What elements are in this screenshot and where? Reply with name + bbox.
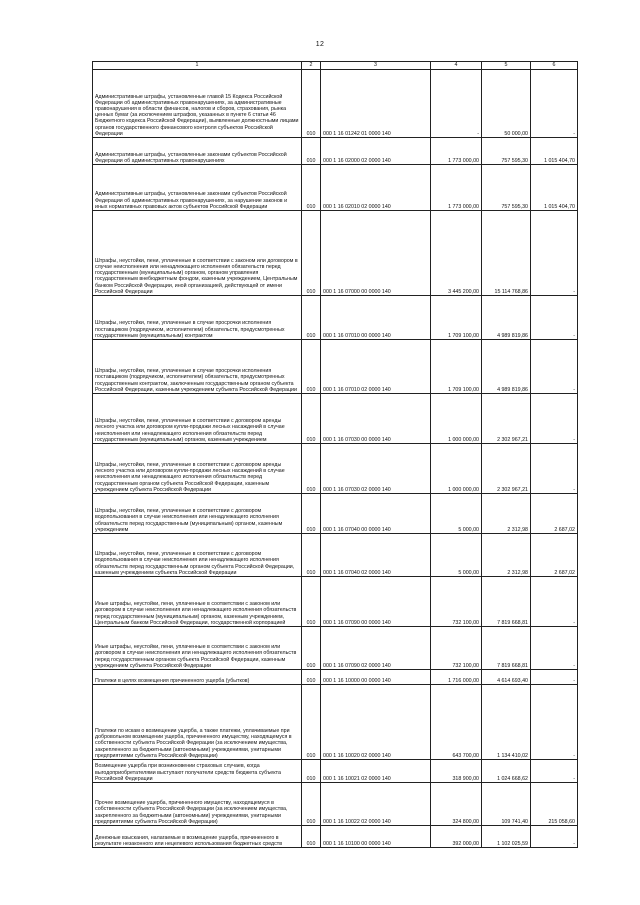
row-prev-cell: - <box>531 211 578 296</box>
row-kbk-cell: 000 1 16 01242 01 0000 140 <box>321 70 431 138</box>
row-fact-cell: 2 312,98 <box>482 494 531 534</box>
revenue-table <box>92 61 578 848</box>
row-code-cell: 010 <box>302 685 321 760</box>
table-row <box>93 577 578 627</box>
table-row <box>93 211 578 296</box>
row-plan-cell: 3 445 200,00 <box>431 211 482 296</box>
table-row <box>93 394 578 444</box>
row-plan-cell: 1 716 000,00 <box>431 670 482 685</box>
table-row <box>93 70 578 138</box>
row-name-cell: Штрафы, неустойки, пени, уплаченные в соответствии с договором аренды лесного участка или договором купли-продажи лесных насаждений в случае неисполнения или ненадлежащего исполнения обязательств перед государственным органом субъекта Российской Федерации, казенным учреждением субъекта Российской Федерации <box>93 444 302 494</box>
row-name-cell: Возмещение ущерба при возникновении страховых случаев, когда выгодоприобретателями выступают получатели средств бюджета субъекта Российской Федерации <box>93 760 302 783</box>
table-row <box>93 627 578 670</box>
row-code-cell: 010 <box>302 783 321 826</box>
row-fact-cell: 1 024 668,62 <box>482 760 531 783</box>
row-prev-cell: 1 015 404,70 <box>531 138 578 165</box>
row-fact-cell: 757 595,30 <box>482 165 531 211</box>
row-code-cell: 010 <box>302 394 321 444</box>
row-code-cell: 010 <box>302 296 321 340</box>
row-fact-cell: 4 989 819,86 <box>482 340 531 394</box>
table-row <box>93 783 578 826</box>
table-row <box>93 760 578 783</box>
column-header: 6 <box>531 62 578 70</box>
table-row <box>93 444 578 494</box>
row-code-cell: 010 <box>302 70 321 138</box>
row-plan-cell: 5 000,00 <box>431 494 482 534</box>
table-row <box>93 494 578 534</box>
row-name-cell: Иные штрафы, неустойки, пени, уплаченные в соответствии с законом или договором в случае неисполнения или ненадлежащего исполнения обязательств перед государственным органом субъекта Российской Федерации, казенным учреждением субъекта Российской Федерации <box>93 627 302 670</box>
row-plan-cell: 643 700,00 <box>431 685 482 760</box>
row-kbk-cell: 000 1 16 02000 02 0000 140 <box>321 138 431 165</box>
row-fact-cell: 1 102 025,59 <box>482 826 531 848</box>
row-prev-cell: 1 015 404,70 <box>531 165 578 211</box>
row-fact-cell: 757 595,30 <box>482 138 531 165</box>
row-plan-cell: 1 709 100,00 <box>431 296 482 340</box>
row-fact-cell: 2 312,98 <box>482 534 531 577</box>
row-code-cell: 010 <box>302 211 321 296</box>
row-kbk-cell: 000 1 16 02010 02 0000 140 <box>321 165 431 211</box>
row-kbk-cell: 000 1 16 07090 02 0000 140 <box>321 627 431 670</box>
table-row <box>93 685 578 760</box>
row-prev-cell: - <box>531 685 578 760</box>
row-code-cell: 010 <box>302 826 321 848</box>
row-prev-cell: - <box>531 760 578 783</box>
row-code-cell: 010 <box>302 670 321 685</box>
row-kbk-cell: 000 1 16 07010 02 0000 140 <box>321 340 431 394</box>
table-row <box>93 138 578 165</box>
row-name-cell: Штрафы, неустойки, пени, уплаченные в соответствии с договором водопользования в случае неисполнения или ненадлежащего исполнения обязательств перед государственным (муниципальным) органом, казенным учреждением <box>93 494 302 534</box>
column-header: 1 <box>93 62 302 70</box>
row-code-cell: 010 <box>302 340 321 394</box>
row-prev-cell: - <box>531 627 578 670</box>
row-plan-cell: 1 773 000,00 <box>431 138 482 165</box>
row-fact-cell: 2 302 967,21 <box>482 444 531 494</box>
column-header: 5 <box>482 62 531 70</box>
row-code-cell: 010 <box>302 627 321 670</box>
table-row <box>93 165 578 211</box>
row-prev-cell: 215 058,60 <box>531 783 578 826</box>
row-fact-cell: 7 819 668,81 <box>482 577 531 627</box>
column-header: 2 <box>302 62 321 70</box>
row-name-cell: Штрафы, неустойки, пени, уплаченные в случае просрочки исполнения поставщиком (подрядчиком, исполнителем) обязательств, предусмотренных государственным (муниципальным) контрактом <box>93 296 302 340</box>
row-prev-cell: - <box>531 296 578 340</box>
column-number-row <box>93 62 578 70</box>
row-name-cell: Штрафы, неустойки, пени, уплаченные в соответствии с договором водопользования в случае неисполнения или ненадлежащего исполнения обязательств перед государственным органом субъекта Российской Федерации, казенным учреждением субъекта Российской Федерации <box>93 534 302 577</box>
row-kbk-cell: 000 1 16 10022 02 0000 140 <box>321 783 431 826</box>
row-name-cell: Административные штрафы, установленные законами субъектов Российской Федерации об административных правонарушениях, за нарушение законов и иных нормативных правовых актов субъектов Российской Федерации <box>93 165 302 211</box>
row-plan-cell: 5 000,00 <box>431 534 482 577</box>
table-row <box>93 296 578 340</box>
table-row <box>93 826 578 848</box>
row-prev-cell: 2 687,02 <box>531 534 578 577</box>
row-code-cell: 010 <box>302 165 321 211</box>
row-plan-cell: 1 000 000,00 <box>431 394 482 444</box>
row-kbk-cell: 000 1 16 07040 02 0000 140 <box>321 534 431 577</box>
row-fact-cell: 4 989 819,86 <box>482 296 531 340</box>
row-plan-cell: 1 000 000,00 <box>431 444 482 494</box>
row-plan-cell: 732 100,00 <box>431 577 482 627</box>
page-number: 12 <box>315 41 325 48</box>
row-plan-cell: 1 773 000,00 <box>431 165 482 211</box>
table-row <box>93 534 578 577</box>
row-plan-cell: 1 709 100,00 <box>431 340 482 394</box>
row-kbk-cell: 000 1 16 07040 00 0000 140 <box>321 494 431 534</box>
row-code-cell: 010 <box>302 760 321 783</box>
row-prev-cell: - <box>531 826 578 848</box>
row-fact-cell: 2 302 967,21 <box>482 394 531 444</box>
table-row <box>93 670 578 685</box>
row-code-cell: 010 <box>302 494 321 534</box>
row-kbk-cell: 000 1 16 10021 02 0000 140 <box>321 760 431 783</box>
row-kbk-cell: 000 1 16 07030 00 0000 140 <box>321 394 431 444</box>
row-name-cell: Штрафы, неустойки, пени, уплаченные в соответствии с законом или договором в случае неисполнения или ненадлежащего исполнения обязательств перед государственным (муниципальным) органом, органом управления государственным внебюджетным фондом, казенным учреждением, Центральным банком Российской Федерации, иной организацией, действующей от имени Российской Федерации <box>93 211 302 296</box>
column-header: 4 <box>431 62 482 70</box>
row-prev-cell: - <box>531 577 578 627</box>
row-plan-cell: 732 100,00 <box>431 627 482 670</box>
row-plan-cell: - <box>431 70 482 138</box>
row-kbk-cell: 000 1 16 07090 00 0000 140 <box>321 577 431 627</box>
row-prev-cell: 2 687,02 <box>531 494 578 534</box>
row-plan-cell: 324 800,00 <box>431 783 482 826</box>
row-name-cell: Штрафы, неустойки, пени, уплаченные в случае просрочки исполнения поставщиком (подрядчиком, исполнителем) обязательств, предусмотренных государственным контрактом, заключенным государственным органом субъекта Российской Федерации, казенным учреждением субъекта Российской Федерации <box>93 340 302 394</box>
row-prev-cell: - <box>531 444 578 494</box>
row-code-cell: 010 <box>302 577 321 627</box>
row-kbk-cell: 000 1 16 10000 00 0000 140 <box>321 670 431 685</box>
row-prev-cell: - <box>531 394 578 444</box>
row-fact-cell: 109 741,40 <box>482 783 531 826</box>
row-code-cell: 010 <box>302 444 321 494</box>
row-name-cell: Штрафы, неустойки, пени, уплаченные в соответствии с договором аренды лесного участка или договором купли-продажи лесных насаждений в случае неисполнения или ненадлежащего исполнения обязательств перед государственным (муниципальным) органом, казенным учреждением <box>93 394 302 444</box>
row-name-cell: Платежи в целях возмещения причиненного ущерба (убытков) <box>93 670 302 685</box>
row-code-cell: 010 <box>302 138 321 165</box>
row-kbk-cell: 000 1 16 10100 00 0000 140 <box>321 826 431 848</box>
row-prev-cell: - <box>531 340 578 394</box>
row-code-cell: 010 <box>302 534 321 577</box>
table-row <box>93 340 578 394</box>
row-kbk-cell: 000 1 16 07030 02 0000 140 <box>321 444 431 494</box>
row-name-cell: Платежи по искам о возмещении ущерба, а также платежи, уплачиваемые при добровольном возмещении ущерба, причиненного имуществу, находящемуся в собственности субъекта Российской Федерации (за исключением имущества, закрепленного за бюджетными (автономными) учреждениями, унитарными предприятиями субъекта Российской Федерации) <box>93 685 302 760</box>
row-kbk-cell: 000 1 16 07010 00 0000 140 <box>321 296 431 340</box>
row-name-cell: Иные штрафы, неустойки, пени, уплаченные в соответствии с законом или договором в случае неисполнения или ненадлежащего исполнения обязательств перед государственным (муниципальным) органом, казенным учреждением, Центральным банком Российской Федерации, государственной корпорацией <box>93 577 302 627</box>
row-fact-cell: 1 134 410,02 <box>482 685 531 760</box>
row-plan-cell: 318 900,00 <box>431 760 482 783</box>
row-name-cell: Денежные взыскания, налагаемые в возмещение ущерба, причиненного в результате незаконного или нецелевого использования бюджетных средств <box>93 826 302 848</box>
row-fact-cell: 7 819 668,81 <box>482 627 531 670</box>
row-name-cell: Прочее возмещение ущерба, причиненного имуществу, находящемуся в собственности субъекта Российской Федерации (за исключением имущества, закрепленного за бюджетными (автономными) учреждениями, унитарными предприятиями субъекта Российской Федерации) <box>93 783 302 826</box>
row-fact-cell: 4 614 693,40 <box>482 670 531 685</box>
row-name-cell: Административные штрафы, установленные главой 15 Кодекса Российской Федерации об административных правонарушениях, за административные правонарушения в области финансов, налогов и сборов, страхования, рынка ценных бумаг (за исключением штрафов, указанных в пункте 6 статьи 46 Бюджетного кодекса Российской Федерации), выявленные должностными лицами органов государственного финансового контроля субъектов Российской Федерации <box>93 70 302 138</box>
row-kbk-cell: 000 1 16 10020 02 0000 140 <box>321 685 431 760</box>
row-fact-cell: 15 114 768,86 <box>482 211 531 296</box>
row-plan-cell: 392 000,00 <box>431 826 482 848</box>
row-fact-cell: 50 000,00 <box>482 70 531 138</box>
row-kbk-cell: 000 1 16 07000 00 0000 140 <box>321 211 431 296</box>
row-prev-cell: - <box>531 70 578 138</box>
row-name-cell: Административные штрафы, установленные законами субъектов Российской Федерации об административных правонарушениях <box>93 138 302 165</box>
row-prev-cell: - <box>531 670 578 685</box>
column-header: 3 <box>321 62 431 70</box>
